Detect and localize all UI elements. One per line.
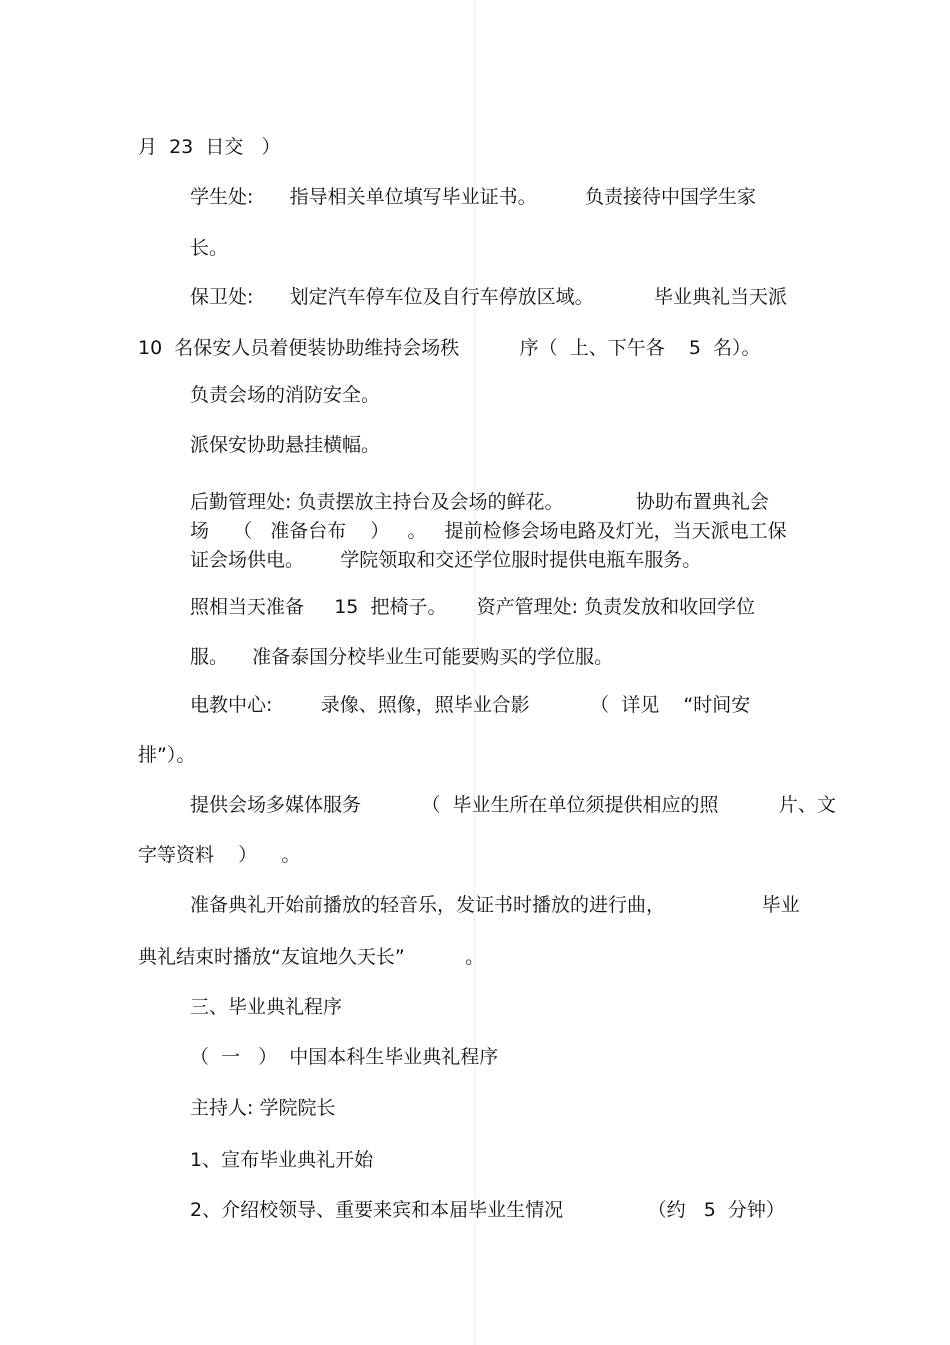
text-line-7: 派保安协助悬挂横幅。: [190, 434, 381, 456]
text-line-3: 长。: [190, 237, 229, 259]
text-line-14: 排”）。: [138, 744, 196, 766]
text-line-15: 提供会场多媒体服务 （ 毕业生所在单位须提供相应的照 片、文: [190, 794, 836, 816]
text-line-6: 负责会场的消防安全。: [190, 384, 381, 406]
text-line-4: 保卫处: 划定汽车停车位及自行车停放区域。 毕业典礼当天派: [190, 286, 788, 308]
text-line-8: 后勤管理处: 负责摆放主持台及会场的鲜花。 协助布置典礼会: [190, 491, 769, 513]
text-line-20: （ 一 ） 中国本科生毕业典礼程序: [190, 1046, 499, 1068]
text-line-11: 照相当天准备 15 把椅子。 资产管理处: 负责发放和收回学位: [190, 596, 756, 618]
text-line-10: 证会场供电。 学院领取和交还学位服时提供电瓶车服务。: [190, 549, 702, 571]
text-line-18: 典礼结束时播放“友谊地久天长” 。: [138, 946, 485, 968]
text-line-22: 1、宣布毕业典礼开始: [190, 1149, 374, 1171]
text-line-19: 三、毕业典礼程序: [190, 996, 343, 1018]
text-line-23: 2、介绍校领导、重要来宾和本届毕业生情况 （约 5 分钟）: [190, 1199, 785, 1221]
text-line-16: 字等资料 ） 。: [138, 844, 301, 866]
text-line-13: 电教中心: 录像、照像，照毕业合影 （ 详见 “时间安: [190, 694, 751, 716]
text-line-5: 10 名保安人员着便装协助维持会场秩 序（ 上、下午各 5 名）。: [138, 337, 761, 359]
text-line-9: 场 （ 准备台布 ） 。 提前检修会场电路及灯光，当天派电工保: [190, 520, 787, 542]
text-line-17: 准备典礼开始前播放的轻音乐，发证书时播放的进行曲， 毕业: [190, 894, 800, 916]
text-line-2: 学生处: 指导相关单位填写毕业证书。 负责接待中国学生家: [190, 186, 756, 208]
text-line-1: 月 23 日交 ）: [138, 136, 281, 158]
text-line-21: 主持人: 学院院长: [190, 1097, 336, 1119]
text-line-12: 服。 准备泰国分校毕业生可能要购买的学位服。: [190, 646, 614, 668]
